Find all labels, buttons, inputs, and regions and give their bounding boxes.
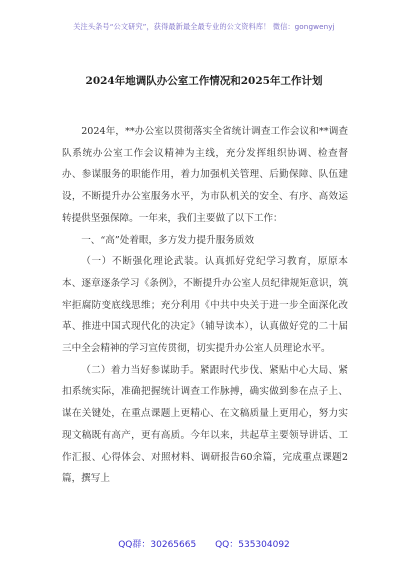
qq-number: QQ：535304092 xyxy=(215,540,290,550)
document-title: 2024年地调队办公室工作情况和2025年工作计划 xyxy=(85,75,323,87)
body-paragraph-advisor: （二）着力当好参谋助手。紧跟时代步伐、紧贴中心大局、紧扣系统实际，准确把握统计调查工作脉搏，确实做到参在点子上、谋在关键处，在重点课题上更精心、在文稿质量上更用心，努力实现文稿既有高产，更有高质。今年以来，共起草主要领导讲话、工作汇报、心得体会、对照材料、调研报告60余篇，完成重点课题2篇，撰写上 xyxy=(62,364,348,485)
header-banner: 关注头条号“公文研究”，获得最新最全最专业的公文资料库！ 微信：gongwenyj xyxy=(73,22,335,31)
section-heading: 一、“高”处着眼，多方发力提升服务质效 xyxy=(81,234,255,246)
body-paragraph-theory: （一）不断强化理论武装。认真抓好党纪学习教育，原原本本、逐章逐条学习《条例》，不断提升办公室人员纪律规矩意识，筑牢拒腐防变底线思维；充分利用《中共中央关于进一步全面深化改革、推进中国式现代化的决定》（辅导读本），认真做好党的二十届三中全会精神的学习宣传贯彻，切实提升办公室人员理论水平。 xyxy=(62,256,348,355)
document-body xyxy=(62,121,348,490)
intro-paragraph: 2024年，**办公室以贯彻落实全省统计调查工作会议和**调查队系统办公室工作会议精神为主线，充分发挥组织协调、检查督办、参谋服务的职能作用，着力加强机关管理、后勤保障、队伍建设，不断提升办公室服务水平，为市队机关的安全、有序、高效运转提供坚强保障。一年来，我们主要做了以下工作： xyxy=(62,126,348,224)
footer-contact xyxy=(0,537,408,550)
qq-group-number: QQ群：30265665 xyxy=(118,540,197,550)
